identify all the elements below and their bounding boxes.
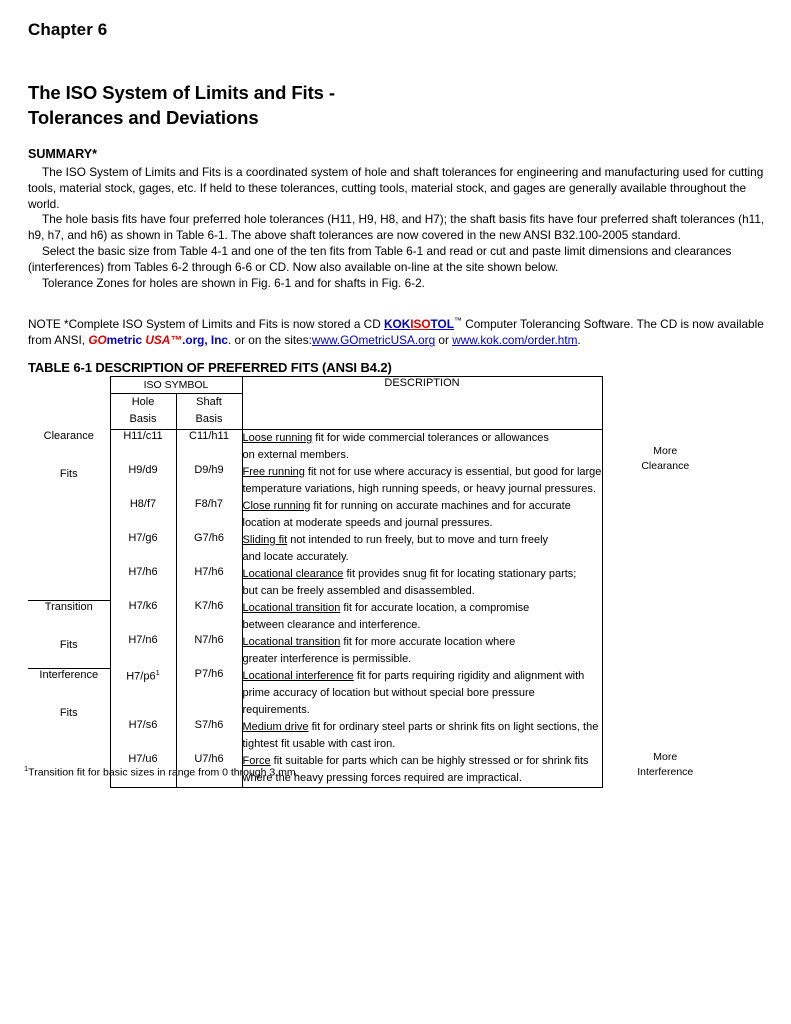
cell-shaft-basis: D9/h9 xyxy=(176,464,242,498)
summary-paragraph-1: The ISO System of Limits and Fits is a coordinated system of hole and shaft tolerances for engineering and manufacturing used for cutting tools, material stock, gages, etc. If held to these tolerances, cutting tools, material stock, and gages are generally available throughout the world. xyxy=(28,165,764,211)
description-term: Force xyxy=(242,755,271,767)
brand-go-text: GO xyxy=(88,333,107,348)
trademark-symbol-1: ™ xyxy=(453,316,462,325)
brand-tol-text: TOL xyxy=(430,316,454,331)
group-label-gap xyxy=(28,613,110,639)
group-label-1 xyxy=(28,430,110,601)
description-line-2: temperature variations, high running speeds, or heavy journal pressures. xyxy=(242,483,596,495)
description-rest: fit for running on accurate machines and for accurate xyxy=(310,500,571,512)
footnote-text: Transition fit for basic sizes in range from 0 through 3 mm. xyxy=(28,766,299,779)
cell-description xyxy=(242,566,602,600)
table-row xyxy=(28,668,728,719)
description-line-2: where the heavy pressing forces required are impractical. xyxy=(242,772,522,784)
table-caption: TABLE 6-1 DESCRIPTION OF PREFERRED FITS (ANSI B4.2) xyxy=(28,360,392,375)
table-head xyxy=(28,377,728,430)
cell-hole-basis: $H7/p6^1$ xyxy=(110,668,176,719)
group-label-line-2: Fits xyxy=(59,706,78,719)
description-line-1 xyxy=(243,719,602,736)
note-more-clearance-line-2: Clearance xyxy=(641,459,690,472)
table-header-row-1 xyxy=(28,377,728,394)
description-line-1 xyxy=(243,600,602,617)
header-spacer-left xyxy=(28,377,110,394)
description-rest: not intended to run freely, but to move and turn freely xyxy=(287,534,549,546)
trademark-symbol-2: ™ xyxy=(170,333,183,348)
description-term: Loose running xyxy=(242,432,313,444)
header-hole-basis-line-2: Basis xyxy=(129,412,157,425)
description-line-1 xyxy=(243,668,602,685)
cell-hole-basis: H7/k6 xyxy=(110,600,176,634)
cell-description xyxy=(242,719,602,753)
summary-body xyxy=(28,165,766,291)
cell-description xyxy=(242,464,602,498)
header-hole-basis-line-1: Hole xyxy=(131,396,155,408)
description-line-1 xyxy=(243,532,602,549)
note-block xyxy=(28,313,766,349)
group-label-line-1: Clearance xyxy=(43,429,94,442)
page-title xyxy=(28,80,335,130)
description-rest: fit not for use where accuracy is essential, but good for large xyxy=(304,466,602,478)
description-line-2: and locate accurately. xyxy=(242,551,349,563)
description-term: Medium drive xyxy=(242,721,309,733)
description-rest: fit suitable for parts which can be highly stressed or for shrink fits xyxy=(270,755,589,767)
description-rest: fit for wide commercial tolerances or allowances xyxy=(312,432,549,444)
header-spacer-right xyxy=(602,377,728,394)
cell-shaft-basis: C11/h11 xyxy=(176,430,242,465)
description-term: Locational clearance xyxy=(242,568,344,580)
description-line-1 xyxy=(243,430,602,447)
cell-hole-basis: H11/c11 xyxy=(110,430,176,465)
header-shaft-basis-line-2: Basis xyxy=(195,412,223,425)
table-body xyxy=(28,430,728,788)
cell-hole-basis: H8/f7 xyxy=(110,498,176,532)
group-label-line-1: Transition xyxy=(44,600,93,613)
brand-iso-text: ISO xyxy=(410,316,431,331)
table-row xyxy=(28,430,728,465)
summary-paragraph-4: Tolerance Zones for holes are shown in Fig. 6-1 and for shafts in Fig. 6-2. xyxy=(42,275,425,290)
header-spacer-left-2 xyxy=(28,394,110,430)
cell-shaft-basis: H7/h6 xyxy=(176,566,242,600)
cell-shaft-basis: F8/h7 xyxy=(176,498,242,532)
cell-shaft-basis: K7/h6 xyxy=(176,600,242,634)
link-gometricusa[interactable]: www.GOmetricUSA.org xyxy=(311,333,436,348)
page-title-line-2: Tolerances and Deviations xyxy=(28,107,259,128)
cell-hole-basis: H9/d9 xyxy=(110,464,176,498)
cell-shaft-basis: U7/h6 xyxy=(176,753,242,788)
summary-paragraph-2: The hole basis fits have four preferred hole tolerances (H11, H9, H8, and H7); the shaft basis fits have four preferred shaft tolerances (h11, h9, h7, and h6) as shown in Table 6-1. The above shaft tolerances are now covered in the new ANSI B32.100-2005 standard. xyxy=(28,212,765,243)
hole-basis-superscript: 1 xyxy=(155,668,160,677)
note-more-interference-line-2: Interference xyxy=(637,765,694,778)
description-line-2: but can be freely assembled and disassembled. xyxy=(242,585,475,597)
table-row xyxy=(28,600,728,634)
description-term: Close running xyxy=(242,500,311,512)
description-rest: fit for ordinary steel parts or shrink fits on light sections, the xyxy=(308,721,599,733)
header-spacer-right-2 xyxy=(602,394,728,430)
group-label-gap xyxy=(28,681,110,707)
description-line-2: greater interference is permissible. xyxy=(242,653,412,665)
cell-shaft-basis: N7/h6 xyxy=(176,634,242,668)
group-label-line-1: Interference xyxy=(39,668,99,681)
description-term: Locational transition xyxy=(242,636,341,648)
header-description: DESCRIPTION xyxy=(242,377,602,430)
footnote-marker: 1 xyxy=(24,764,29,773)
description-line-2: on external members. xyxy=(242,449,349,461)
note-period: . xyxy=(577,333,581,348)
header-iso-symbol: ISO SYMBOL xyxy=(110,377,242,394)
cell-hole-basis: H7/g6 xyxy=(110,532,176,566)
summary-paragraph-3: Select the basic size from Table 4-1 and one of the ten fits from Table 6-1 and read or cut and paste limit dimensions and clearances (interferences) from Tables 6-2 through 6-6 or CD. Now also available on-line at the site shown below. xyxy=(28,243,732,274)
note-more-clearance-line-1: More xyxy=(653,444,678,457)
description-rest: fit provides snug fit for locating stationary parts; xyxy=(343,568,577,580)
chapter-heading: Chapter 6 xyxy=(28,20,108,39)
cell-description xyxy=(242,634,602,668)
cell-description xyxy=(242,430,602,465)
header-shaft-basis xyxy=(176,394,242,430)
cell-shaft-basis: S7/h6 xyxy=(176,719,242,753)
table-footnote xyxy=(24,764,764,779)
note-after-inc-text: . or on the sites: xyxy=(227,333,312,348)
description-rest: fit for more accurate location where xyxy=(340,636,516,648)
description-term: Free running xyxy=(242,466,305,478)
link-kok-order[interactable]: www.kok.com/order.htm xyxy=(452,333,578,348)
note-more-clearance xyxy=(602,430,728,601)
header-shaft-basis-line-1: Shaft xyxy=(196,396,222,408)
note-more-interference-line-1: More xyxy=(653,750,678,763)
cell-description xyxy=(242,498,602,532)
group-label-line-2: Fits xyxy=(59,638,78,651)
note-spacer-middle xyxy=(602,600,728,668)
cell-description xyxy=(242,600,602,634)
note-middle-text: Computer Tolerancing Software. The CD is now available from ANSI, xyxy=(28,316,764,348)
cell-hole-basis: H7/h6 xyxy=(110,566,176,600)
description-term: Locational transition xyxy=(242,602,341,614)
preferred-fits-table xyxy=(28,376,728,788)
note-or-text: or xyxy=(435,333,453,348)
brand-metric-text: metric xyxy=(106,333,143,348)
description-line-1 xyxy=(243,464,602,481)
description-line-2: tightest fit usable with cast iron. xyxy=(242,738,396,750)
group-label-line-2: Fits xyxy=(59,467,78,480)
description-line-2: prime accuracy of location but without special bore pressure requirements. xyxy=(242,687,535,716)
description-term: Sliding fit xyxy=(242,534,288,546)
description-line-1 xyxy=(243,634,602,651)
description-line-1 xyxy=(243,566,602,583)
header-hole-basis xyxy=(110,394,176,430)
page-title-line-1: The ISO System of Limits and Fits - xyxy=(28,82,335,103)
description-term: Locational interference xyxy=(242,670,354,682)
group-label-2 xyxy=(28,600,110,668)
cell-hole-basis: H7/s6 xyxy=(110,719,176,753)
brand-kok-text: KOK xyxy=(384,316,411,331)
cell-shaft-basis: G7/h6 xyxy=(176,532,242,566)
description-line-2: between clearance and interference. xyxy=(242,619,421,631)
group-label-gap xyxy=(28,442,110,468)
description-rest: fit for accurate location, a compromise xyxy=(340,602,530,614)
brand-org-inc-text: .org, Inc xyxy=(182,333,228,348)
description-line-1 xyxy=(243,498,602,515)
cell-hole-basis: H7/n6 xyxy=(110,634,176,668)
description-line-2: location at moderate speeds and journal pressures. xyxy=(242,517,493,529)
note-lead-text: NOTE *Complete ISO System of Limits and Fits is now stored a CD xyxy=(28,316,384,331)
brand-usa-text: USA xyxy=(145,333,171,348)
cell-shaft-basis: P7/h6 xyxy=(176,668,242,719)
cell-hole-basis: H7/u6 xyxy=(110,753,176,788)
cell-description xyxy=(242,668,602,719)
description-rest: fit for parts requiring rigidity and alignment with xyxy=(353,670,585,682)
summary-heading: SUMMARY* xyxy=(28,147,97,161)
cell-description xyxy=(242,532,602,566)
